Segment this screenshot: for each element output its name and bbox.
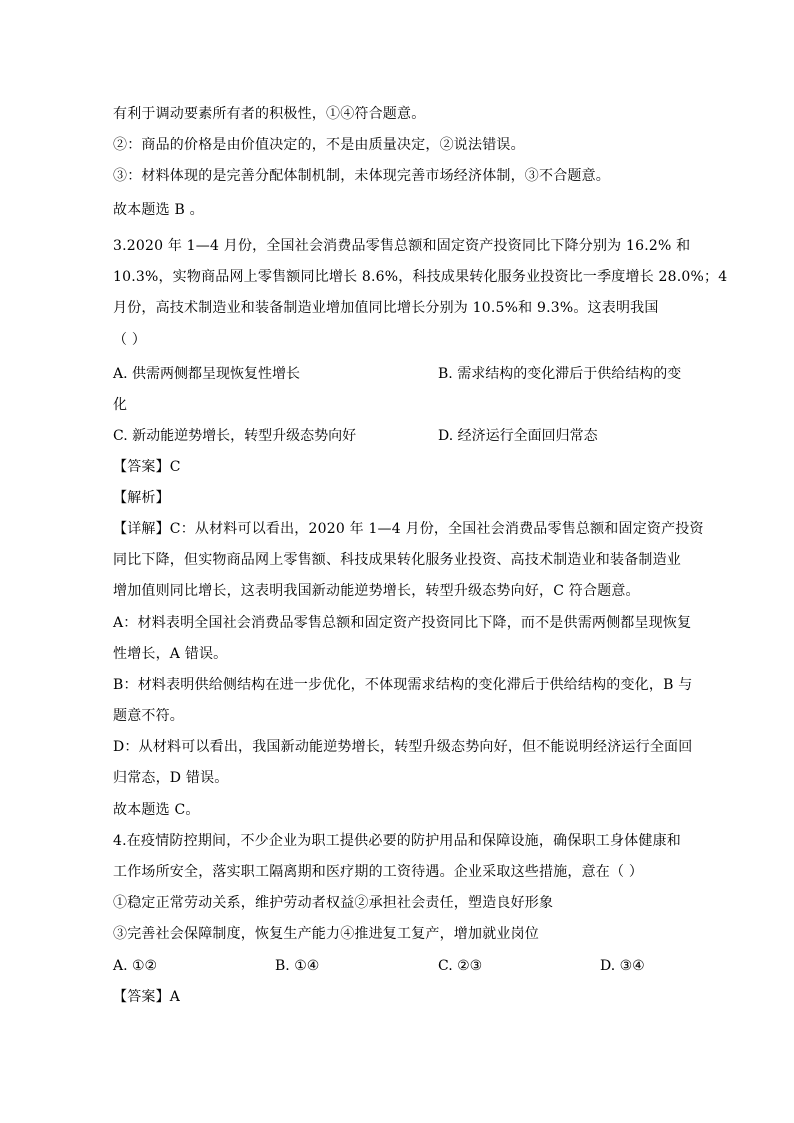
text-line: ③：材料体现的是完善分配体制机制，未体现完善市场经济体制，③不合题意。 <box>113 168 610 184</box>
answer-label: 【答案】C <box>113 459 181 475</box>
analysis-text: D：从材料可以看出，我国新动能逆势增长，转型升级态势向好，但不能说明经济运行全面回 <box>113 739 693 755</box>
question-4-statements: ③完善社会保障制度，恢复生产能力④推进复工复产，增加就业岗位 <box>113 926 539 942</box>
analysis-label: 【解析】 <box>113 490 170 506</box>
option-b-continued: 化 <box>113 397 128 413</box>
analysis-text: 性增长，A 错误。 <box>113 646 228 662</box>
option-b: B. 需求结构的变化滞后于供给结构的变 <box>438 366 682 382</box>
question-3-stem: 3.2020 年 1—4 月份，全国社会消费品零售总额和固定资产投资同比下降分别为 16.2% 和 <box>113 238 691 254</box>
analysis-text: 【详解】C：从材料可以看出，2020 年 1—4 月份，全国社会消费品零售总额和固定资产投资 <box>113 521 704 537</box>
analysis-text: A：材料表明全国社会消费品零售总额和固定资产投资同比下降，而不是供需两侧都呈现恢复 <box>113 615 692 631</box>
analysis-text: 同比下降，但实物商品网上零售额、科技成果转化服务业投资、高技术制造业和装备制造业 <box>113 552 681 568</box>
analysis-text: B：材料表明供给侧结构在进一步优化，不体现需求结构的变化滞后于供给结构的变化，B 与 <box>113 677 693 693</box>
analysis-text: 故本题选 C。 <box>113 802 200 818</box>
analysis-text: 增加值则同比增长，这表明我国新动能逆势增长，转型升级态势向好，C 符合题意。 <box>113 583 640 599</box>
question-4-stem: 工作场所安全，落实职工隔离期和医疗期的工资待遇。企业采取这些措施，意在（ ） <box>113 864 644 880</box>
question-3-stem: 10.3%，实物商品网上零售额同比增长 8.6%，科技成果转化服务业投资比一季度增长 28.0%；4 <box>113 269 728 285</box>
option-c: C. 新动能逆势增长，转型升级态势向好 <box>113 428 357 444</box>
analysis-text: 题意不符。 <box>113 708 184 724</box>
option-d: D. 经济运行全面回归常态 <box>438 428 598 444</box>
question-3-stem: 月份，高技术制造业和装备制造业增加值同比增长分别为 10.5%和 9.3%。这表明我国 <box>113 300 659 316</box>
answer-label: 【答案】A <box>113 989 181 1005</box>
option-a: A. ①② <box>113 958 158 974</box>
option-c: C. ②③ <box>438 958 483 974</box>
answer-blank: （ ） <box>113 332 147 348</box>
analysis-text: 归常态，D 错误。 <box>113 770 229 786</box>
text-line: ②：商品的价格是由价值决定的，不是由质量决定，②说法错误。 <box>113 137 525 153</box>
question-4-stem: 4.在疫情防控期间，不少企业为职工提供必要的防护用品和保障设施，确保职工身体健康和 <box>113 833 681 849</box>
question-4-statements: ①稳定正常劳动关系，维护劳动者权益②承担社会责任，塑造良好形象 <box>113 895 554 911</box>
option-a: A. 供需两侧都呈现恢复性增长 <box>113 366 301 382</box>
option-b: B. ①④ <box>275 958 320 974</box>
text-line: 有利于调动要素所有者的积极性，①④符合题意。 <box>113 106 426 122</box>
option-d: D. ③④ <box>600 958 645 974</box>
text-line: 故本题选 B 。 <box>113 202 204 218</box>
